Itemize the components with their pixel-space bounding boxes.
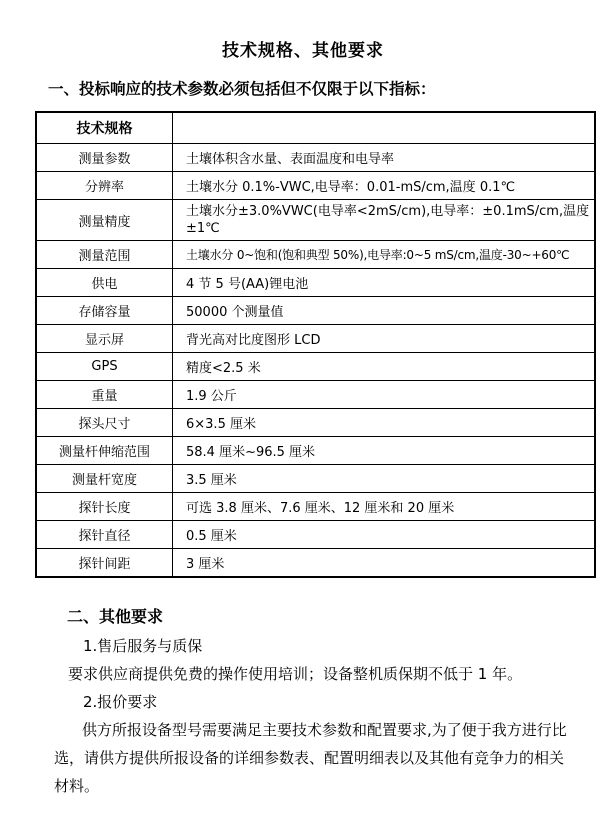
- quotation-item-body: 供方所报设备型号需要满足主要技术参数和配置要求,为了便于我方进行比选，请供方提供所报设备的详细参数表、配置明细表以及其他有竞争力的相关材料。: [54, 721, 567, 795]
- spec-value: 4 节 5 号(AA)锂电池: [173, 269, 596, 297]
- spec-row: [36, 493, 595, 521]
- spec-value: 6×3.5 厘米: [173, 409, 596, 437]
- spec-table-body: [36, 112, 595, 577]
- spec-row: [36, 200, 595, 241]
- spec-table: [35, 111, 596, 578]
- spec-label: 探针间距: [36, 549, 173, 578]
- spec-row: [36, 325, 595, 353]
- section1-heading: 一、投标响应的技术参数必须包括但不仅限于以下指标：: [48, 80, 436, 98]
- spec-header-row: [36, 112, 595, 144]
- spec-row: [36, 241, 595, 269]
- spec-label: 供电: [36, 269, 173, 297]
- spec-label: 探头尺寸: [36, 409, 173, 437]
- spec-value: 50000 个测量值: [173, 297, 596, 325]
- spec-value: 58.4 厘米~96.5 厘米: [173, 437, 596, 465]
- spec-value: 可选 3.8 厘米、7.6 厘米、12 厘米和 20 厘米: [173, 493, 596, 521]
- after-sales-item-title: 1.售后服务与质保: [83, 637, 203, 655]
- section2-heading: 二、其他要求: [67, 607, 164, 626]
- spec-row: [36, 297, 595, 325]
- spec-label: 测量杆宽度: [36, 465, 173, 493]
- after-sales-item-body: 要求供应商提供免费的操作使用培训；设备整机质保期不低于 1 年。: [68, 665, 523, 683]
- spec-row: [36, 269, 595, 297]
- spec-label: 测量精度: [36, 200, 173, 241]
- spec-value: 3 厘米: [173, 549, 596, 578]
- spec-header-label: 技术规格: [36, 112, 173, 144]
- spec-label: GPS: [36, 353, 173, 381]
- spec-row: [36, 353, 595, 381]
- spec-label: 测量杆伸缩范围: [36, 437, 173, 465]
- spec-row: [36, 549, 595, 578]
- document-page: [0, 36, 606, 829]
- spec-label: 探针长度: [36, 493, 173, 521]
- spec-value: 土壤水分±3.0%VWC(电导率<2mS/cm),电导率：±0.1mS/cm,温度±1℃: [173, 200, 596, 241]
- spec-row: [36, 465, 595, 493]
- spec-value: 精度<2.5 米: [173, 353, 596, 381]
- spec-value: 土壤体积含水量、表面温度和电导率: [173, 144, 596, 172]
- spec-value: 土壤水分 0.1%-VWC,电导率：0.01-mS/cm,温度 0.1℃: [173, 172, 596, 200]
- spec-row: [36, 381, 595, 409]
- spec-label: 显示屏: [36, 325, 173, 353]
- spec-value: 土壤水分 0~饱和(饱和典型 50%),电导率:0~5 mS/cm,温度-30~+60℃: [173, 241, 596, 269]
- spec-row: [36, 144, 595, 172]
- spec-label: 测量参数: [36, 144, 173, 172]
- spec-row: [36, 409, 595, 437]
- section2: [54, 602, 576, 800]
- spec-value: 0.5 厘米: [173, 521, 596, 549]
- spec-value: 1.9 公斤: [173, 381, 596, 409]
- spec-value: 3.5 厘米: [173, 465, 596, 493]
- spec-row: [36, 172, 595, 200]
- spec-label: 探针直径: [36, 521, 173, 549]
- spec-label: 测量范围: [36, 241, 173, 269]
- spec-row: [36, 521, 595, 549]
- document-title: 技术规格、其他要求: [222, 41, 384, 61]
- spec-header-value: [173, 112, 596, 144]
- spec-label: 重量: [36, 381, 173, 409]
- quotation-item-title: 2.报价要求: [83, 693, 158, 711]
- spec-label: 存储容量: [36, 297, 173, 325]
- spec-value: 背光高对比度图形 LCD: [173, 325, 596, 353]
- spec-label: 分辨率: [36, 172, 173, 200]
- spec-row: [36, 437, 595, 465]
